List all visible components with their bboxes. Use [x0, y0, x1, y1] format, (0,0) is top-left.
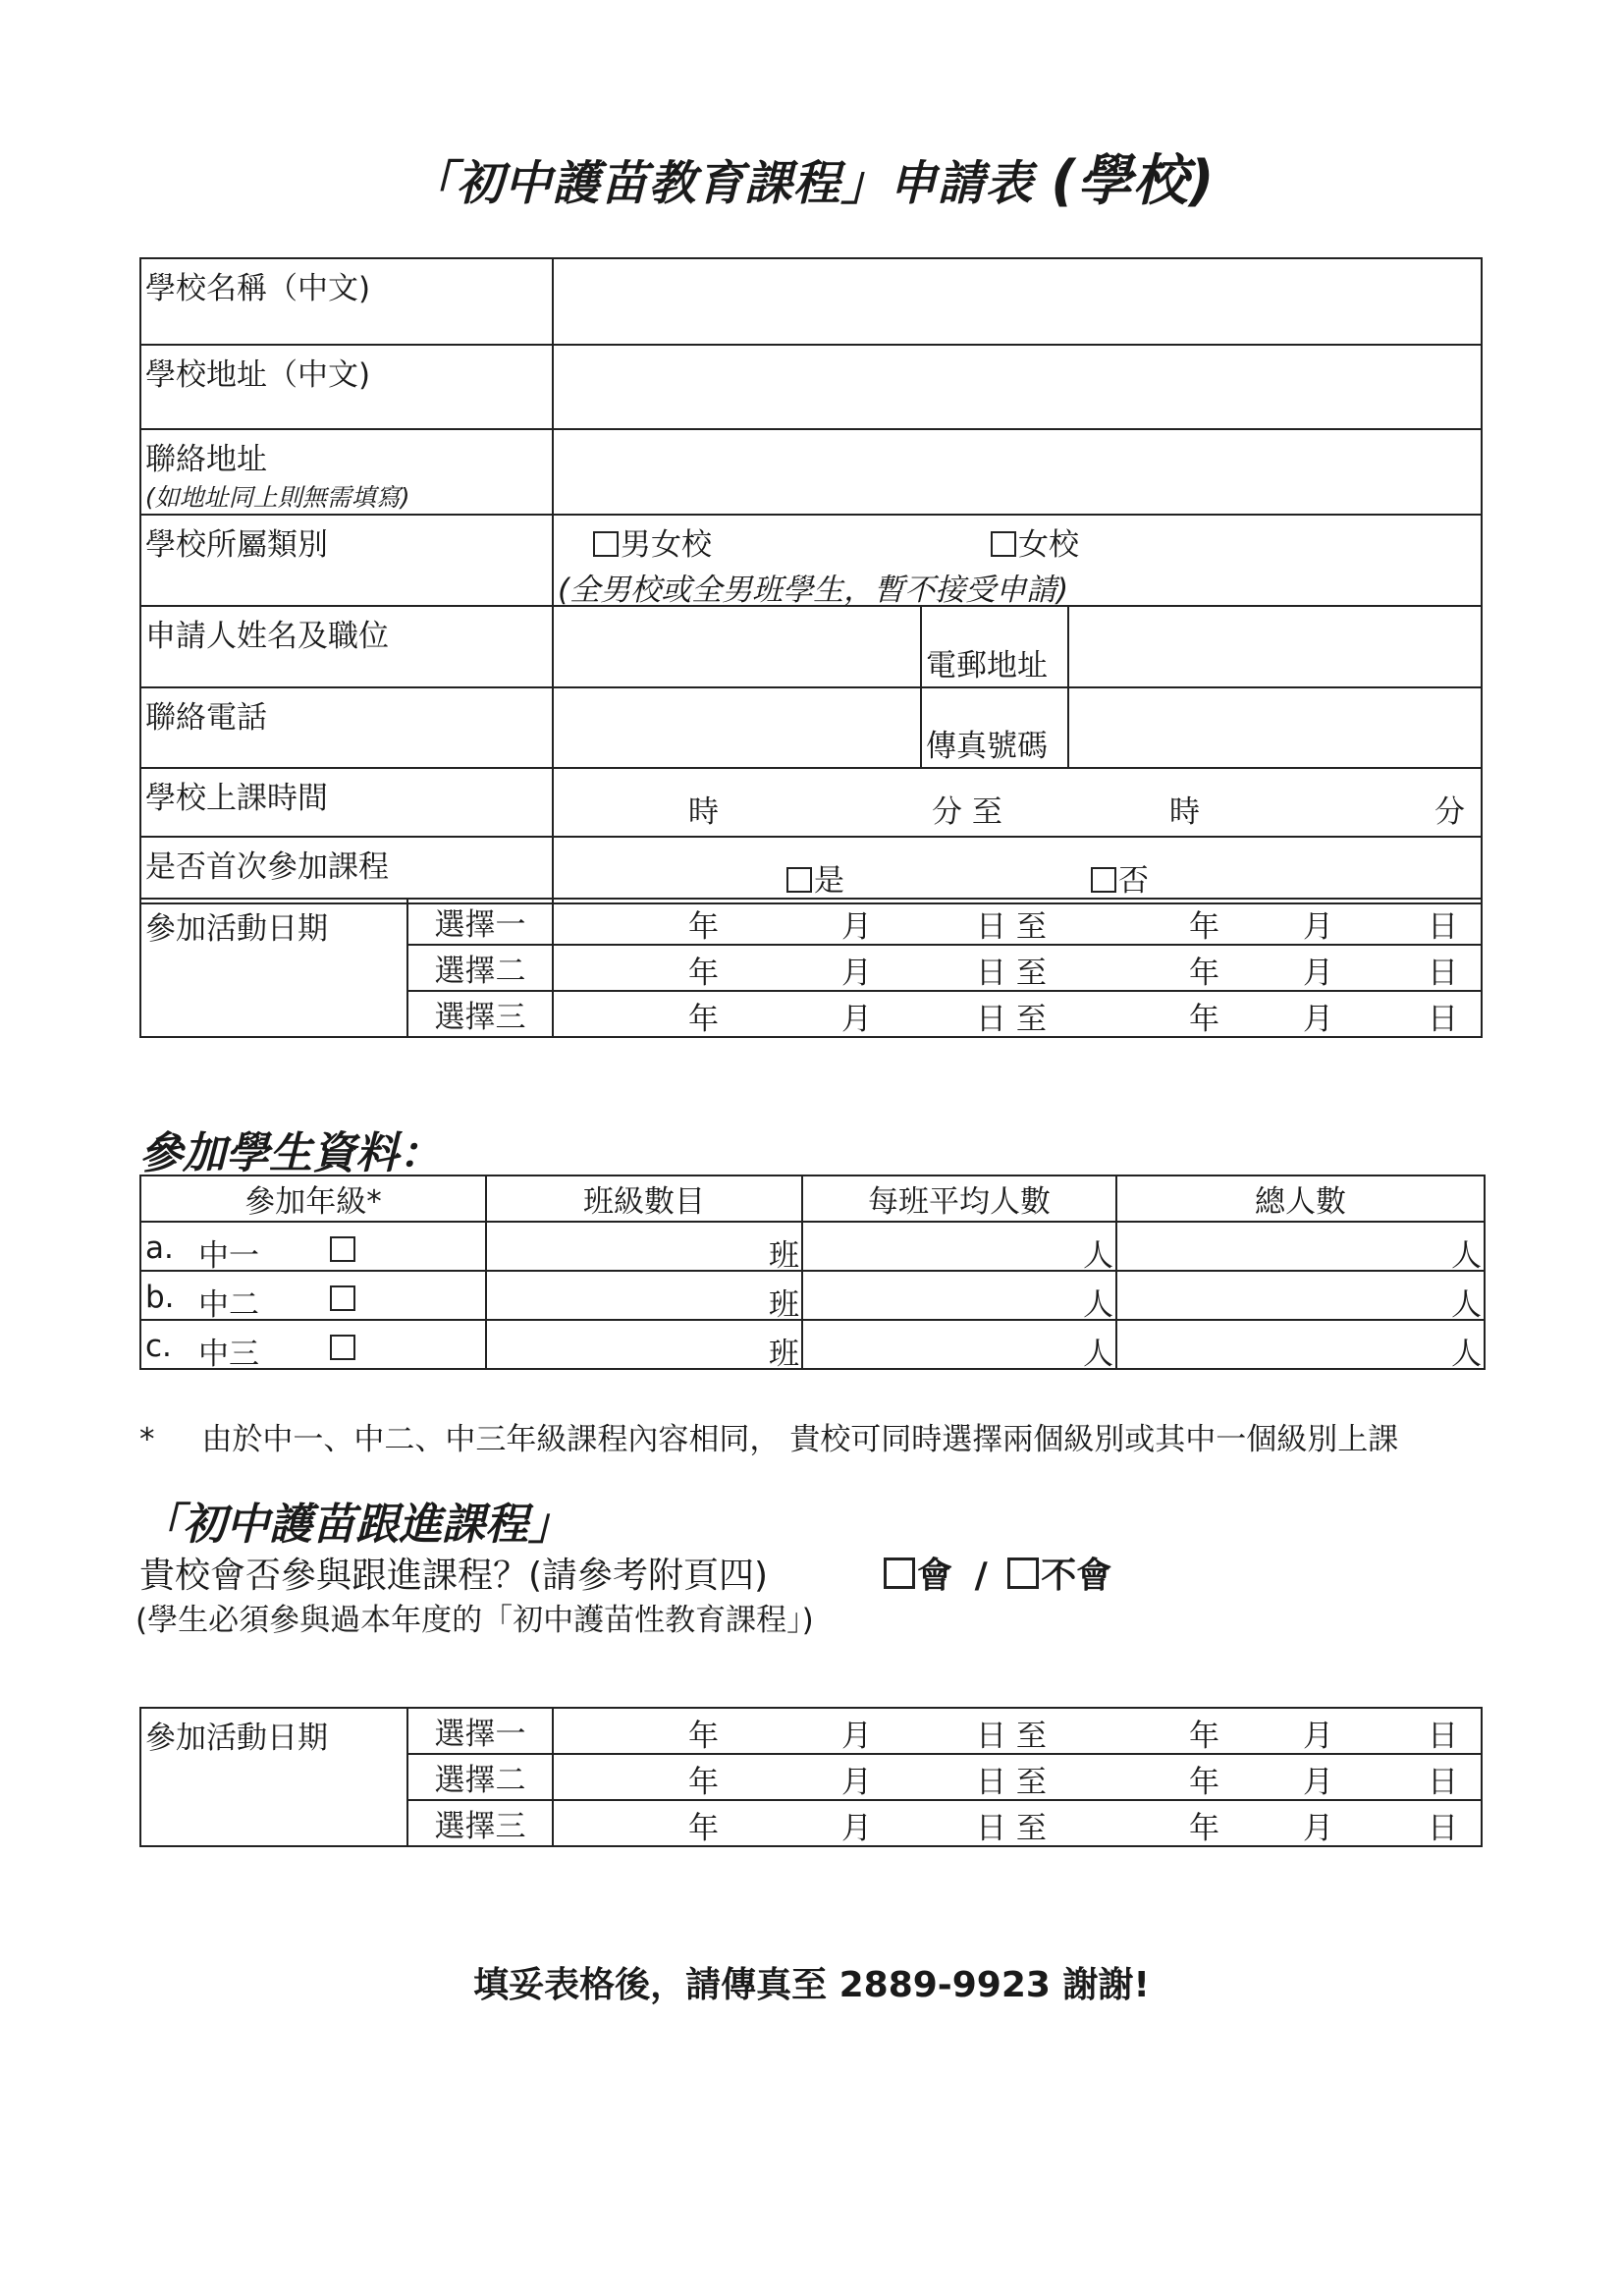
first-time-no-option[interactable] [1091, 855, 1149, 900]
school-address-label-cell [140, 345, 553, 429]
contact-address-field[interactable] [553, 429, 1482, 515]
date-unit: 月 [1303, 1002, 1333, 1037]
activity-date-label-cell [140, 899, 407, 1037]
grade-row-c [140, 1320, 486, 1372]
first-time-no-label: 否 [1118, 863, 1149, 899]
header-grade: 參加年級* [140, 1175, 486, 1222]
first-time-label: 是否首次參加課程 [145, 849, 389, 885]
applicant-label: 申請人姓名及職位 [145, 619, 389, 654]
class-time-label-cell [140, 768, 553, 837]
choice-1-dates[interactable] [553, 899, 1482, 945]
type-girls-checkbox[interactable] [991, 531, 1016, 557]
unit-person: 人 [1083, 1287, 1113, 1323]
date-unit: 年 [688, 1002, 719, 1037]
phone-label: 聯絡電話 [145, 700, 267, 736]
phone-field[interactable] [553, 687, 921, 768]
date-unit: 年 [688, 1719, 719, 1754]
date-unit: 月 [841, 1719, 872, 1754]
school-type-label: 學校所屬類別 [145, 527, 328, 563]
first-time-yes-label: 是 [814, 863, 844, 899]
total-field[interactable] [1116, 1222, 1485, 1274]
followup-date-label-cell [140, 1708, 407, 1846]
choice-2-dates[interactable] [553, 945, 1482, 991]
grade-checkbox[interactable] [330, 1335, 355, 1360]
date-unit: 月 [841, 1765, 872, 1800]
school-address-label: 學校地址（中文) [145, 357, 371, 393]
unit-person: 人 [1451, 1337, 1482, 1372]
avg-students-field[interactable] [802, 1271, 1116, 1323]
activity-date-table [139, 898, 1483, 1038]
start-minute-unit: 分 至 [932, 794, 1002, 830]
date-unit: 日 至 [976, 1765, 1047, 1800]
date-unit: 月 [841, 909, 872, 945]
fax-label-cell [921, 687, 1068, 768]
unit-class: 班 [769, 1238, 799, 1274]
contact-address-label-cell [140, 429, 553, 515]
type-coed-label: 男女校 [621, 527, 712, 563]
date-unit: 月 [1303, 956, 1333, 991]
choice-3-dates[interactable] [553, 991, 1482, 1037]
contact-address-label: 聯絡地址 [145, 442, 267, 477]
followup-yes-checkbox[interactable] [884, 1558, 915, 1589]
activity-date-label: 參加活動日期 [145, 911, 328, 947]
grade-footnote [139, 1414, 1398, 1458]
type-coed-checkbox[interactable] [593, 531, 619, 557]
header-avg-students: 每班平均人數 [802, 1175, 1116, 1222]
applicant-field[interactable] [553, 606, 921, 687]
grade-prefix: b. [145, 1280, 175, 1315]
date-unit: 年 [1189, 1002, 1219, 1037]
first-time-yes-option[interactable] [786, 855, 844, 900]
date-unit: 年 [688, 909, 719, 945]
type-girls-label: 女校 [1018, 527, 1079, 563]
grade-checkbox[interactable] [330, 1236, 355, 1262]
class-time-label: 學校上課時間 [145, 781, 328, 816]
grade-name: 中二 [198, 1287, 259, 1323]
end-hour-unit: 時 [1169, 794, 1200, 830]
followup-options [884, 1548, 1111, 1598]
grade-checkbox[interactable] [330, 1285, 355, 1311]
class-count-field[interactable] [486, 1271, 802, 1323]
date-unit: 年 [1189, 1719, 1219, 1754]
date-unit: 月 [1303, 1811, 1333, 1846]
header-class-count: 班級數目 [486, 1175, 802, 1222]
unit-person: 人 [1451, 1238, 1482, 1274]
school-name-label-cell [140, 258, 553, 345]
title-main: 「初中護苗教育課程」申請表 [407, 156, 1034, 211]
followup-separator: / [974, 1556, 988, 1596]
unit-person: 人 [1083, 1238, 1113, 1274]
email-label-cell [921, 606, 1068, 687]
fax-label: 傳真號碼 [926, 729, 1048, 764]
grade-prefix: c. [145, 1329, 172, 1364]
followup-no-checkbox[interactable] [1007, 1558, 1039, 1589]
type-coed-option[interactable] [593, 519, 712, 564]
followup-yes-label: 會 [917, 1556, 953, 1596]
email-label: 電郵地址 [926, 648, 1048, 683]
date-unit: 月 [841, 1002, 872, 1037]
grade-name: 中一 [198, 1238, 259, 1274]
students-heading: 參加學生資料： [139, 1128, 442, 1178]
header-total: 總人數 [1116, 1175, 1485, 1222]
total-field[interactable] [1116, 1271, 1485, 1323]
date-unit: 年 [1189, 1765, 1219, 1800]
date-unit: 日 至 [976, 1719, 1047, 1754]
footer-instruction: 填妥表格後，請傳真至 2889-9923 謝謝! [473, 1965, 1150, 2005]
date-unit: 年 [1189, 909, 1219, 945]
followup-no-label: 不會 [1041, 1556, 1112, 1596]
date-unit: 月 [1303, 1765, 1333, 1800]
first-time-label-cell [140, 837, 553, 903]
first-time-yes-checkbox[interactable] [786, 867, 812, 893]
footnote-text: 由於中一、中二、中三年級課程內容相同， 貴校可同時選擇兩個級別或其中一個級別上課 [201, 1422, 1399, 1457]
class-count-field[interactable] [486, 1320, 802, 1372]
followup-choice-2-label: 選擇二 [407, 1754, 553, 1800]
avg-students-field[interactable] [802, 1222, 1116, 1274]
start-hour-unit: 時 [688, 794, 719, 830]
date-unit: 日 [1428, 956, 1458, 991]
followup-choice-1-label: 選擇一 [407, 1708, 553, 1754]
class-count-field[interactable] [486, 1222, 802, 1274]
school-name-label: 學校名稱（中文) [145, 271, 371, 306]
followup-date-label: 參加活動日期 [145, 1721, 328, 1756]
followup-choice-3-dates[interactable] [553, 1800, 1482, 1846]
followup-choice-1-dates[interactable] [553, 1708, 1482, 1754]
fax-field[interactable] [1068, 687, 1482, 768]
date-unit: 月 [841, 1811, 872, 1846]
first-time-no-checkbox[interactable] [1091, 867, 1116, 893]
followup-choice-3-label: 選擇三 [407, 1800, 553, 1846]
date-unit: 日 [1428, 1765, 1458, 1800]
followup-yes-option[interactable] [884, 1556, 952, 1596]
grade-row-a [140, 1222, 486, 1274]
followup-date-table [139, 1707, 1483, 1847]
type-girls-option[interactable] [991, 519, 1079, 564]
grade-name: 中三 [198, 1337, 259, 1372]
date-unit: 日 [1428, 1002, 1458, 1037]
date-unit: 年 [688, 1765, 719, 1800]
followup-question: 貴校會否參與跟進課程？(請參考附頁四) [139, 1556, 769, 1596]
unit-person: 人 [1451, 1287, 1482, 1323]
followup-note: (學生必須參與過本年度的「初中護苗性教育課程」) [135, 1603, 814, 1638]
type-note: (全男校或全男班學生，暫不接受申請) [558, 573, 1069, 608]
followup-no-option[interactable] [1007, 1556, 1111, 1596]
choice-2-label: 選擇二 [407, 945, 553, 991]
students-table [139, 1175, 1486, 1370]
date-unit: 日 至 [976, 1811, 1047, 1846]
date-unit: 日 至 [976, 956, 1047, 991]
school-type-options [553, 515, 1482, 606]
date-unit: 年 [1189, 956, 1219, 991]
date-unit: 日 [1428, 1811, 1458, 1846]
date-unit: 年 [1189, 1811, 1219, 1846]
avg-students-field[interactable] [802, 1320, 1116, 1372]
school-type-label-cell [140, 515, 553, 606]
date-unit: 年 [688, 956, 719, 991]
applicant-label-cell [140, 606, 553, 687]
date-unit: 日 [1428, 1719, 1458, 1754]
grade-row-b [140, 1271, 486, 1323]
contact-address-note: (如地址同上則無需填寫) [145, 483, 410, 512]
grade-prefix: a. [145, 1230, 174, 1266]
date-unit: 日 [1428, 909, 1458, 945]
end-minute-unit: 分 [1434, 794, 1465, 830]
date-unit: 日 至 [976, 1002, 1047, 1037]
first-time-options [553, 837, 1482, 903]
application-form-table [139, 257, 1483, 904]
followup-heading: 「初中護苗跟進課程」 [139, 1500, 571, 1550]
school-name-field[interactable] [553, 258, 1482, 345]
email-field[interactable] [1068, 606, 1482, 687]
choice-1-label: 選擇一 [407, 899, 553, 945]
unit-person: 人 [1083, 1337, 1113, 1372]
choice-3-label: 選擇三 [407, 991, 553, 1037]
phone-label-cell [140, 687, 553, 768]
unit-class: 班 [769, 1337, 799, 1372]
followup-choice-2-dates[interactable] [553, 1754, 1482, 1800]
date-unit: 月 [1303, 1719, 1333, 1754]
date-unit: 日 至 [976, 909, 1047, 945]
date-unit: 年 [688, 1811, 719, 1846]
class-time-field[interactable] [553, 768, 1482, 837]
total-field[interactable] [1116, 1320, 1485, 1372]
school-address-field[interactable] [553, 345, 1482, 429]
date-unit: 月 [1303, 909, 1333, 945]
date-unit: 月 [841, 956, 872, 991]
page-title [0, 137, 1623, 216]
title-sub: (學校) [1051, 149, 1216, 213]
footnote-star: * [139, 1422, 155, 1457]
unit-class: 班 [769, 1287, 799, 1323]
